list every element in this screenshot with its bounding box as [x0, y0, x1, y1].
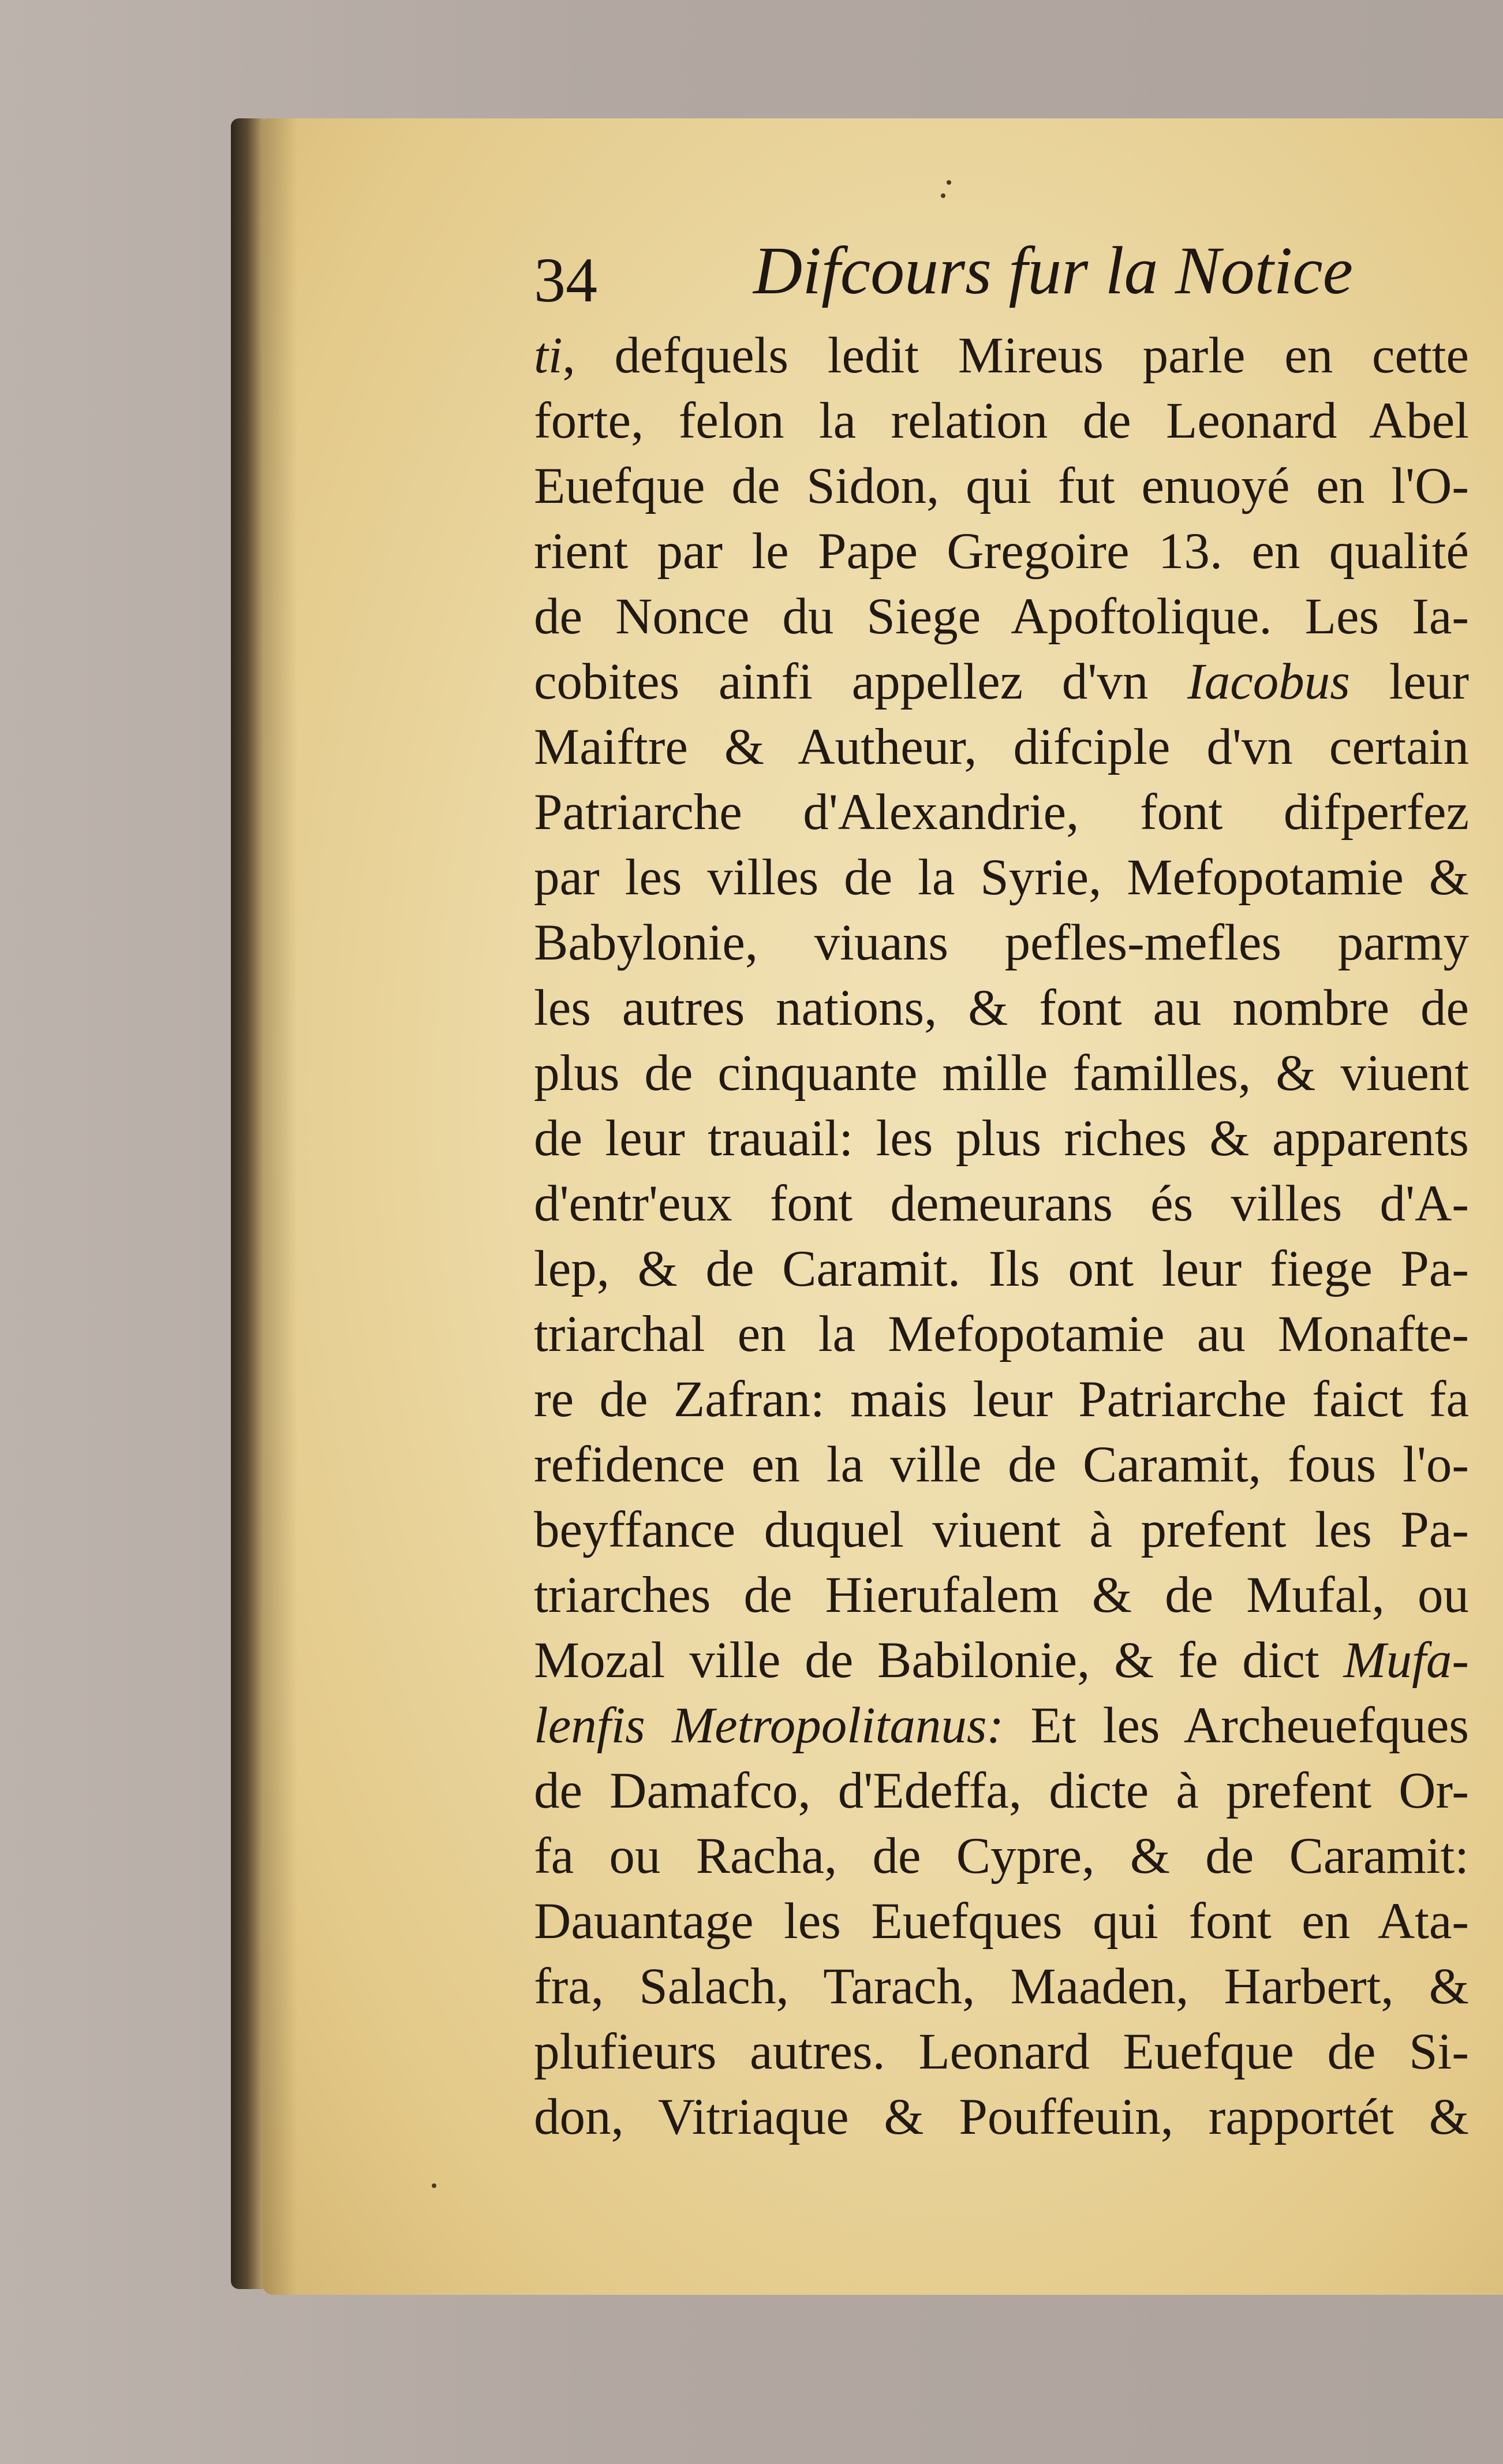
text-line: don, Vitriaque & Pouffeuin, rapportét &	[534, 2089, 1469, 2145]
text-line: lep, & de Caramit. Ils ont leur fiege Pa-	[534, 1241, 1469, 1297]
running-title: Difcours fur la Notice	[753, 233, 1354, 308]
page-number: 34	[534, 245, 597, 315]
text-line: beyffance duquel viuent à prefent les Pa-	[534, 1502, 1469, 1558]
ink-speck	[941, 193, 945, 198]
text-line: par les villes de la Syrie, Mefopotamie &	[534, 849, 1469, 906]
text-line: de Nonce du Siege Apoftolique. Les Ia-	[534, 588, 1469, 645]
italic-run: ti	[534, 327, 563, 384]
italic-run: Iacobus	[1187, 654, 1350, 710]
text-run: , defquels ledit Mireus parle en cette	[562, 327, 1469, 384]
text-line: de Damafco, d'Edeffa, dicte à prefent Or-	[534, 1763, 1469, 1819]
text-line: Patriarche d'Alexandrie, font difperfez	[534, 784, 1469, 841]
text-line	[534, 649, 1469, 715]
body-text	[534, 323, 1469, 2150]
text-line: d'entr'eux font demeurans és villes d'A-	[534, 1175, 1469, 1232]
text-line: plufieurs autres. Leonard Euefque de Si-	[534, 2024, 1469, 2080]
text-run: leur	[1349, 654, 1469, 710]
text-line: triarches de Hierufalem & de Mufal, ou	[534, 1567, 1469, 1623]
text-line	[534, 1693, 1469, 1759]
text-line	[534, 1628, 1469, 1693]
text-line: les autres nations, & font au nombre de	[534, 980, 1469, 1036]
text-line: plus de cinquante mille familles, & viuent	[534, 1045, 1469, 1102]
text-run: Mozal ville de Babilonie, & fe dict	[534, 1632, 1344, 1689]
text-line: rient par le Pape Gregoire 13. en qualité	[534, 523, 1469, 580]
text-line: triarchal en la Mefopotamie au Monafte-	[534, 1306, 1469, 1362]
text-line	[534, 323, 1469, 389]
text-run: Et les Archeuefques	[1004, 1697, 1469, 1754]
text-run: cobites ainfi appellez d'vn	[534, 654, 1188, 710]
italic-run: lenfis Metropolitanus:	[534, 1697, 1004, 1754]
ink-speck	[947, 180, 951, 185]
text-line: Babylonie, viuans pefles-mefles parmy	[534, 914, 1469, 971]
italic-run: Mufa-	[1343, 1632, 1469, 1689]
text-line: refidence en la ville de Caramit, fous l'o-	[534, 1436, 1469, 1493]
text-line: Dauantage les Euefques qui font en Ata-	[534, 1893, 1469, 1950]
text-line: de leur trauail: les plus riches & apparents	[534, 1110, 1469, 1167]
text-line: Maiftre & Autheur, difciple d'vn certain	[534, 719, 1469, 775]
text-line: Euefque de Sidon, qui fut enuoyé en l'O-	[534, 458, 1469, 514]
text-line: fa ou Racha, de Cypre, & de Caramit:	[534, 1828, 1469, 1884]
text-line: forte, felon la relation de Leonard Abel	[534, 393, 1469, 449]
ink-speck	[432, 2183, 436, 2188]
text-line: re de Zafran: mais leur Patriarche faict fa	[534, 1371, 1469, 1428]
running-head	[534, 233, 1354, 323]
text-line: fra, Salach, Tarach, Maaden, Harbert, &	[534, 1958, 1469, 2015]
